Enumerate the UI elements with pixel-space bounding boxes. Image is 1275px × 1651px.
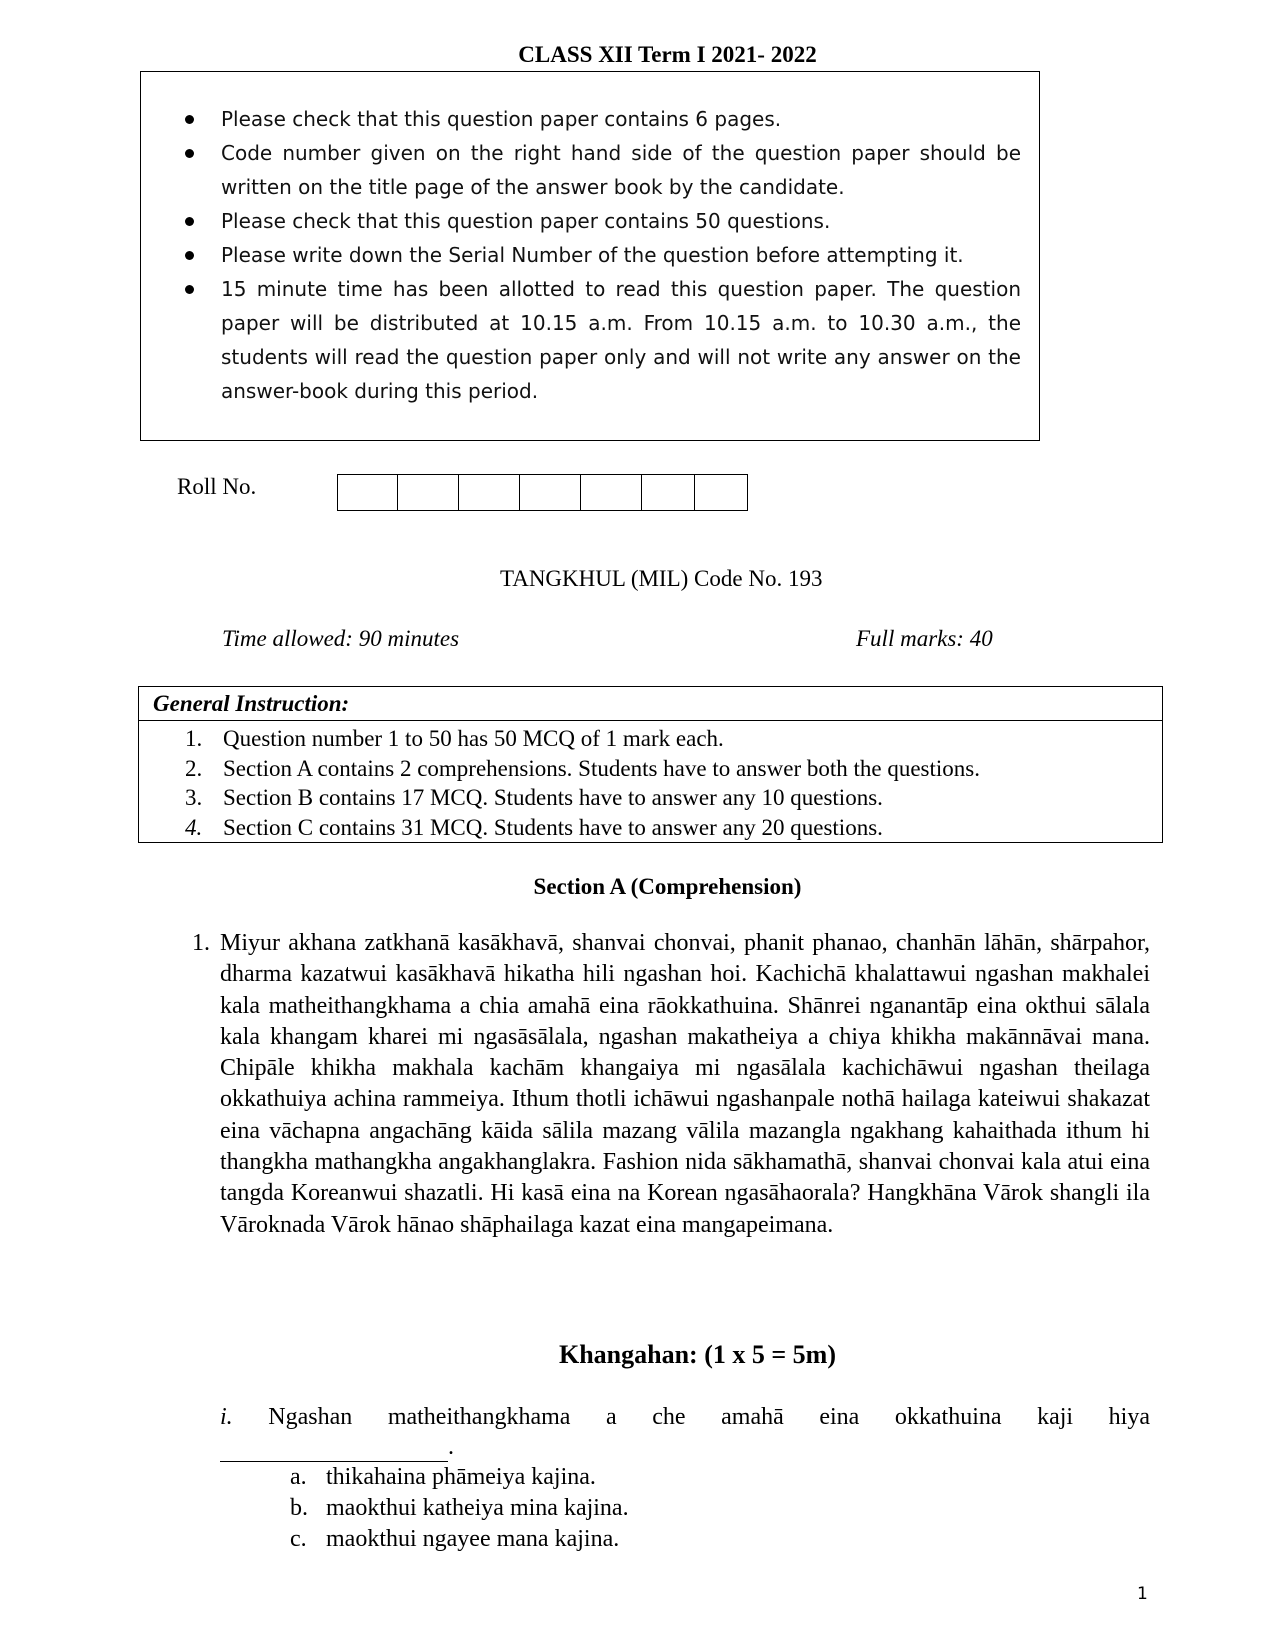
- questions-subheading: Khangahan: (1 x 5 = 5m): [558, 1340, 836, 1369]
- answer-blank: [220, 1437, 448, 1462]
- roll-number-box[interactable]: [642, 475, 695, 510]
- option-letter: a.: [290, 1464, 307, 1490]
- notice-item: [141, 204, 1021, 238]
- instruction-text: Section B contains 17 MCQ. Students have to answer any 10 questions.: [223, 785, 883, 810]
- passage-number: 1.: [192, 930, 210, 956]
- answer-options: [290, 1462, 629, 1555]
- section-a-title: Section A (Comprehension): [533, 874, 802, 899]
- bullet-icon: [185, 251, 194, 260]
- general-instructions-box: [138, 686, 1163, 843]
- notice-item: [141, 272, 1021, 408]
- option-letter: c.: [290, 1526, 307, 1552]
- instruction-text: Section A contains 2 comprehensions. Students have to answer both the questions.: [223, 755, 980, 781]
- instruction-text: Section C contains 31 MCQ. Students have to answer any 20 questions.: [223, 814, 883, 840]
- bullet-icon: [185, 217, 194, 226]
- bullet-icon: [185, 115, 194, 124]
- roll-number-box[interactable]: [338, 475, 398, 510]
- general-instructions-list: [139, 724, 980, 842]
- notice-box: [140, 71, 1040, 441]
- roll-number-box[interactable]: [398, 475, 459, 510]
- notice-item-text: Please check that this question paper contains 50 questions.: [221, 209, 831, 233]
- roll-number-boxes: [337, 474, 748, 511]
- roll-number-label: Roll No.: [177, 474, 257, 499]
- roll-number-box[interactable]: [520, 475, 581, 510]
- question-text: [220, 1402, 1150, 1432]
- roll-number-box[interactable]: [581, 475, 642, 510]
- option-text: maokthui ngayee mana kajina.: [326, 1526, 620, 1552]
- answer-blank-line: [220, 1432, 454, 1462]
- notice-item-text: 15 minute time has been allotted to read this question paper. The question paper will be distributed at 10.15 a.m. From 10.15 a.m. to 10.30 a.m., the students will read the question paper only and will not write any answer on the answer-book during this period.: [221, 277, 1021, 403]
- instruction-number: 2.: [185, 755, 203, 781]
- instruction-item: [139, 813, 980, 843]
- instruction-item: [139, 724, 980, 754]
- general-instructions-heading: General Instruction:: [139, 687, 1162, 721]
- instruction-item: [139, 783, 980, 813]
- notice-list: [141, 102, 1021, 408]
- full-marks: Full marks: 40: [856, 626, 993, 651]
- option-letter: b.: [290, 1495, 308, 1521]
- answer-option: [290, 1524, 629, 1555]
- notice-item: [141, 238, 1021, 272]
- instruction-number: 3.: [185, 785, 203, 810]
- instruction-number: 4.: [185, 814, 203, 840]
- time-allowed: Time allowed: 90 minutes: [222, 626, 460, 651]
- answer-option: [290, 1493, 629, 1524]
- bullet-icon: [185, 285, 194, 294]
- notice-item: [141, 102, 1021, 136]
- roll-number-box[interactable]: [459, 475, 520, 510]
- notice-item-text: Please check that this question paper contains 6 pages.: [221, 107, 782, 131]
- notice-item: [141, 136, 1021, 204]
- option-text: maokthui katheiya mina kajina.: [326, 1495, 629, 1521]
- roll-number-box[interactable]: [695, 475, 747, 510]
- bullet-icon: [185, 149, 194, 158]
- question-end-mark: .: [448, 1434, 454, 1460]
- comprehension-passage: Miyur akhana zatkhanā kasākhavā, shanvai chonvai, phanit phanao, chanhān lāhān, shārpahor, dharma kazatwui kasākhavā hikatha hili ngashan hoi. Kachichā khalattawui ngashan makhalei kala matheithangkhama a chia amahā eina rāokkathuina. Shānrei nganantāp eina okthui sālala kala khangam kharei mi ngasāsālala, ngashan makatheiya a chiya khikha makānnāvai mana. Chipāle khikha makhala kachām khangaiya mi ngasālala kachichāwui ngashan theilaga okkathuiya achina rammeiya. Ithum thotli ichāwui ngashanpale nothā hailaga kateiwui shakazat eina vāchapna angachāng kāida sālila mazang vālila mazangla ngakhang kahaithada ithum hi thangkha mathangkha angakhanglakra. Fashion nida sākhamathā, shanvai chonvai kala atui eina tangda Koreanwui shazatli. Hi kasā eina na Korean ngasāhaorala? Hangkhāna Vārok shangli ila Vāroknada Vārok hānao shāphailaga kazat eina mangapeimana.: [220, 930, 1150, 1238]
- instruction-number: 1.: [185, 726, 203, 751]
- notice-item-text: Code number given on the right hand side of the question paper should be written on the title page of the answer book by the candidate.: [221, 141, 1021, 199]
- exam-header-title: CLASS XII Term I 2021- 2022: [518, 42, 817, 67]
- answer-option: [290, 1462, 629, 1493]
- option-text: thikahaina phāmeiya kajina.: [326, 1464, 596, 1490]
- instruction-item: [139, 754, 980, 784]
- instruction-text: Question number 1 to 50 has 50 MCQ of 1 mark each.: [223, 726, 724, 751]
- question-number: i.: [220, 1404, 233, 1430]
- question-body: Ngashan matheithangkhama a che amahā eina okkathuina kaji hiya: [268, 1404, 1151, 1430]
- notice-item-text: Please write down the Serial Number of the question before attempting it.: [221, 243, 964, 267]
- page-number: 1: [1137, 1584, 1148, 1604]
- subject-code: TANGKHUL (MIL) Code No. 193: [500, 566, 823, 591]
